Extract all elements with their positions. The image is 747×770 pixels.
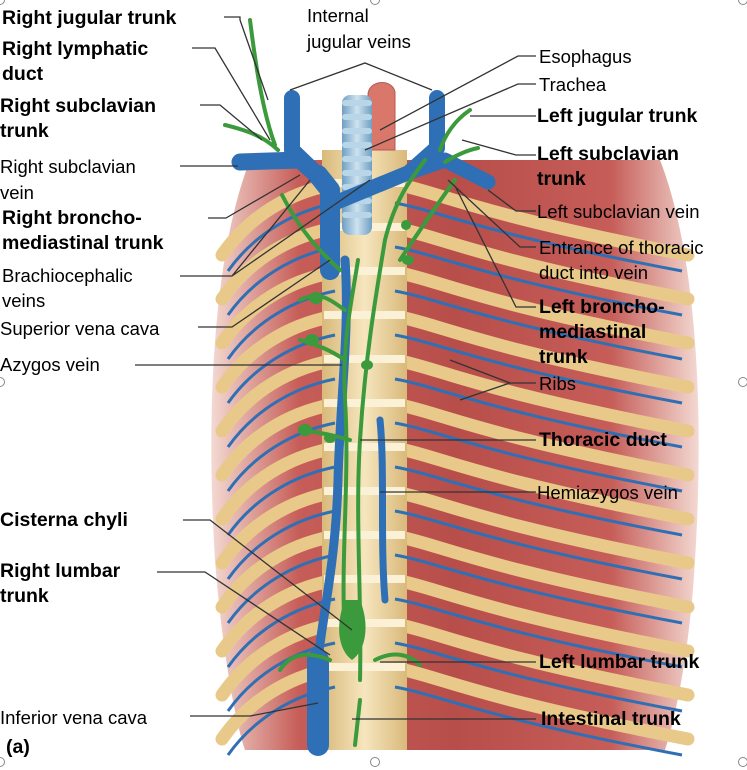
label-internal-jugular-line1: Internal bbox=[307, 5, 369, 26]
label-hemiazygos-vein: Hemiazygos vein bbox=[537, 482, 678, 503]
resize-handle-right[interactable] bbox=[738, 377, 747, 387]
label-left-subclavian-trunk-line2: trunk bbox=[537, 168, 586, 190]
label-ribs: Ribs bbox=[539, 373, 577, 394]
label-right-subclavian-vein-line2: vein bbox=[0, 182, 34, 203]
label-internal-jugular-line2: jugular veins bbox=[307, 31, 411, 52]
label-right-lumbar-line2: trunk bbox=[0, 585, 49, 607]
label-inferior-vena-cava: Inferior vena cava bbox=[0, 707, 148, 728]
label-right-lymphatic-line1: Right lymphatic bbox=[2, 38, 149, 60]
label-right-lumbar-line1: Right lumbar bbox=[0, 560, 121, 582]
label-left-broncho-line2: mediastinal bbox=[539, 321, 647, 343]
resize-handle-bottom-left[interactable] bbox=[0, 757, 5, 767]
label-intestinal-trunk: Intestinal trunk bbox=[541, 708, 681, 730]
label-cisterna-chyli: Cisterna chyli bbox=[0, 509, 128, 531]
resize-handle-bottom-right[interactable] bbox=[738, 757, 747, 767]
label-left-subclavian-vein: Left subclavian vein bbox=[537, 201, 700, 222]
intervertebral-disc bbox=[324, 575, 405, 583]
label-panel-a: (a) bbox=[6, 736, 30, 758]
trachea-ring bbox=[342, 142, 372, 148]
intervertebral-disc bbox=[324, 311, 405, 319]
label-entrance-line2: duct into vein bbox=[539, 262, 649, 283]
label-azygos-vein: Azygos vein bbox=[0, 354, 100, 375]
label-superior-vena-cava: Superior vena cava bbox=[0, 318, 160, 339]
label-left-lumbar-trunk: Left lumbar trunk bbox=[539, 651, 700, 673]
trachea-ring bbox=[342, 100, 372, 106]
trachea-ring bbox=[342, 114, 372, 120]
label-left-broncho-line3: trunk bbox=[539, 346, 588, 368]
label-right-subclavian-trunk-line1: Right subclavian bbox=[0, 95, 157, 117]
resize-handle-bottom[interactable] bbox=[370, 757, 380, 767]
intervertebral-disc bbox=[324, 663, 405, 671]
label-trachea: Trachea bbox=[539, 74, 607, 95]
trachea-ring bbox=[342, 212, 372, 218]
label-left-broncho-line1: Left broncho- bbox=[539, 296, 665, 318]
label-entrance-line1: Entrance of thoracic bbox=[539, 237, 704, 258]
label-right-broncho-line1: Right broncho- bbox=[2, 207, 142, 229]
label-right-broncho-line2: mediastinal trunk bbox=[2, 232, 164, 254]
label-right-subclavian-vein-line1: Right subclavian bbox=[0, 156, 136, 177]
label-esophagus: Esophagus bbox=[539, 46, 632, 67]
artery bbox=[368, 83, 395, 150]
label-left-jugular-trunk: Left jugular trunk bbox=[537, 105, 698, 127]
label-right-jugular-trunk: Right jugular trunk bbox=[2, 7, 177, 29]
trachea-ring bbox=[342, 156, 372, 162]
label-thoracic-duct: Thoracic duct bbox=[539, 429, 667, 451]
trachea-ring bbox=[342, 170, 372, 176]
label-brachiocephalic-line1: Brachiocephalic bbox=[2, 265, 133, 286]
label-left-subclavian-trunk-line1: Left subclavian bbox=[537, 143, 679, 165]
label-right-subclavian-trunk-line2: trunk bbox=[0, 120, 49, 142]
label-right-lymphatic-line2: duct bbox=[2, 63, 44, 85]
trachea-ring bbox=[342, 128, 372, 134]
label-brachiocephalic-line2: veins bbox=[2, 290, 46, 311]
